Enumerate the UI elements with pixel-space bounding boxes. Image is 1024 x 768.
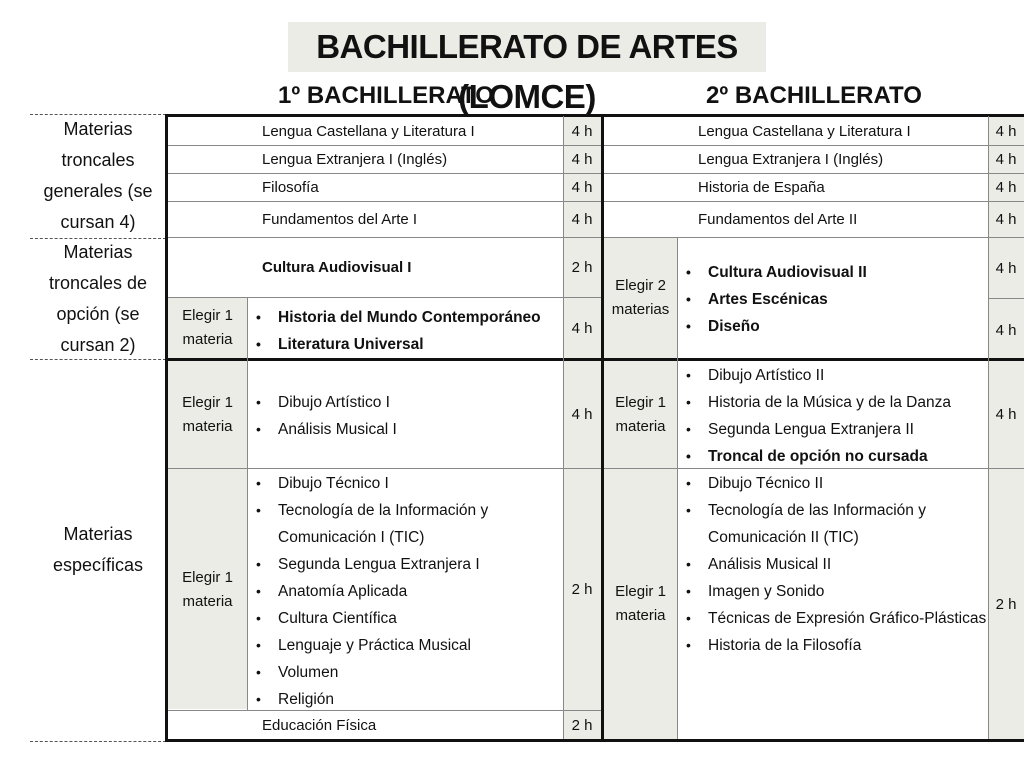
label-especificas: Materias específicas xyxy=(52,524,144,575)
hours: 4 h xyxy=(571,406,593,423)
hours: 4 h xyxy=(571,179,593,196)
hours: 4 h xyxy=(995,122,1017,140)
page-title: BACHILLERATO DE ARTES (LOMCE) xyxy=(288,22,766,72)
list-item: • Segunda Lengua Extranjera I xyxy=(252,551,552,578)
list-item: • Dibujo Técnico I xyxy=(252,470,552,497)
list-item: • Volumen xyxy=(252,659,552,686)
list-item: • Troncal de opción no cursada xyxy=(682,443,987,470)
choice-list xyxy=(682,259,982,340)
list-item: • Dibujo Artístico I xyxy=(252,389,562,416)
list-item: • Historia de la Música y de la Danza xyxy=(682,389,987,416)
subject-item: Fundamentos del Arte II xyxy=(698,211,858,228)
col1-title: 1º BACHILLERATO xyxy=(278,82,494,109)
list-item: • Historia del Mundo Contemporáneo xyxy=(252,304,562,331)
list-item: • Lenguaje y Práctica Musical xyxy=(252,632,552,659)
hours: 4 h xyxy=(571,122,593,140)
subject-item: Historia de España xyxy=(698,179,825,196)
list-item: • Dibujo Artístico II xyxy=(682,362,987,389)
choice-list xyxy=(682,470,987,659)
list-item: • Análisis Musical I xyxy=(252,416,562,443)
hours: 4 h xyxy=(995,259,1017,277)
list-item: • Segunda Lengua Extranjera II xyxy=(682,416,987,443)
list-item: • Técnicas de Expresión Gráfico-Plásticas xyxy=(682,605,987,632)
elegir-label: Elegir 1 materia xyxy=(182,393,233,435)
hours: 4 h xyxy=(571,319,593,337)
choice-list xyxy=(252,470,552,713)
hours: 4 h xyxy=(571,211,593,228)
label-troncales-opcion: Materias troncales de opción (se cursan 2) xyxy=(48,242,148,355)
subject-item: Educación Física xyxy=(262,716,377,734)
hours: 4 h xyxy=(995,321,1017,339)
list-item: • Tecnología de la Información y Comunicación I (TIC) xyxy=(252,497,552,551)
hours: 4 h xyxy=(995,406,1017,423)
elegir-label: Elegir 1 materia xyxy=(615,583,666,624)
choice-list xyxy=(252,304,562,358)
hours: 2 h xyxy=(571,581,593,598)
hours: 4 h xyxy=(995,211,1017,228)
subject-item: Lengua Extranjera I (Inglés) xyxy=(262,151,448,168)
hours: 2 h xyxy=(571,716,593,734)
hours: 2 h xyxy=(571,259,593,276)
hours: 4 h xyxy=(995,179,1017,196)
list-item: • Anatomía Aplicada xyxy=(252,578,552,605)
list-item: • Imagen y Sonido xyxy=(682,578,987,605)
list-item: • Cultura Audiovisual II xyxy=(682,259,982,286)
col2-title: 2º BACHILLERATO xyxy=(706,82,922,109)
list-item: • Tecnología de las Información y Comunicación II (TIC) xyxy=(682,497,987,551)
row-divider xyxy=(30,741,166,742)
list-item: • Análisis Musical II xyxy=(682,551,987,578)
subject-item: Fundamentos del Arte I xyxy=(262,211,418,228)
choice-list xyxy=(252,389,562,443)
elegir-label: Elegir 1 materia xyxy=(615,393,666,435)
row-divider xyxy=(30,359,166,360)
list-item: • Dibujo Técnico II xyxy=(682,470,987,497)
hours: 4 h xyxy=(995,151,1017,168)
hours: 2 h xyxy=(995,595,1017,613)
list-item: • Cultura Científica xyxy=(252,605,552,632)
elegir-label: Elegir 1 materia xyxy=(182,568,233,610)
list-item: • Religión xyxy=(252,686,552,713)
list-item: • Literatura Universal xyxy=(252,331,562,358)
subject-item: Lengua Castellana y Literatura I xyxy=(262,122,475,140)
subject-item: Cultura Audiovisual I xyxy=(262,259,412,276)
elegir-label: Elegir 2 materias xyxy=(611,277,670,318)
list-item: • Historia de la Filosofía xyxy=(682,632,987,659)
label-troncales-generales: Materias troncales generales (se cursan 4) xyxy=(43,119,153,232)
subject-item: Lengua Castellana y Literatura I xyxy=(698,122,911,140)
elegir-label: Elegir 1 materia xyxy=(182,307,233,348)
hours: 4 h xyxy=(571,151,593,168)
choice-list xyxy=(682,362,987,470)
list-item: • Artes Escénicas xyxy=(682,286,982,313)
list-item: • Diseño xyxy=(682,313,982,340)
subject-item: Lengua Extranjera I (Inglés) xyxy=(698,151,884,168)
subject-item: Filosofía xyxy=(262,179,319,196)
